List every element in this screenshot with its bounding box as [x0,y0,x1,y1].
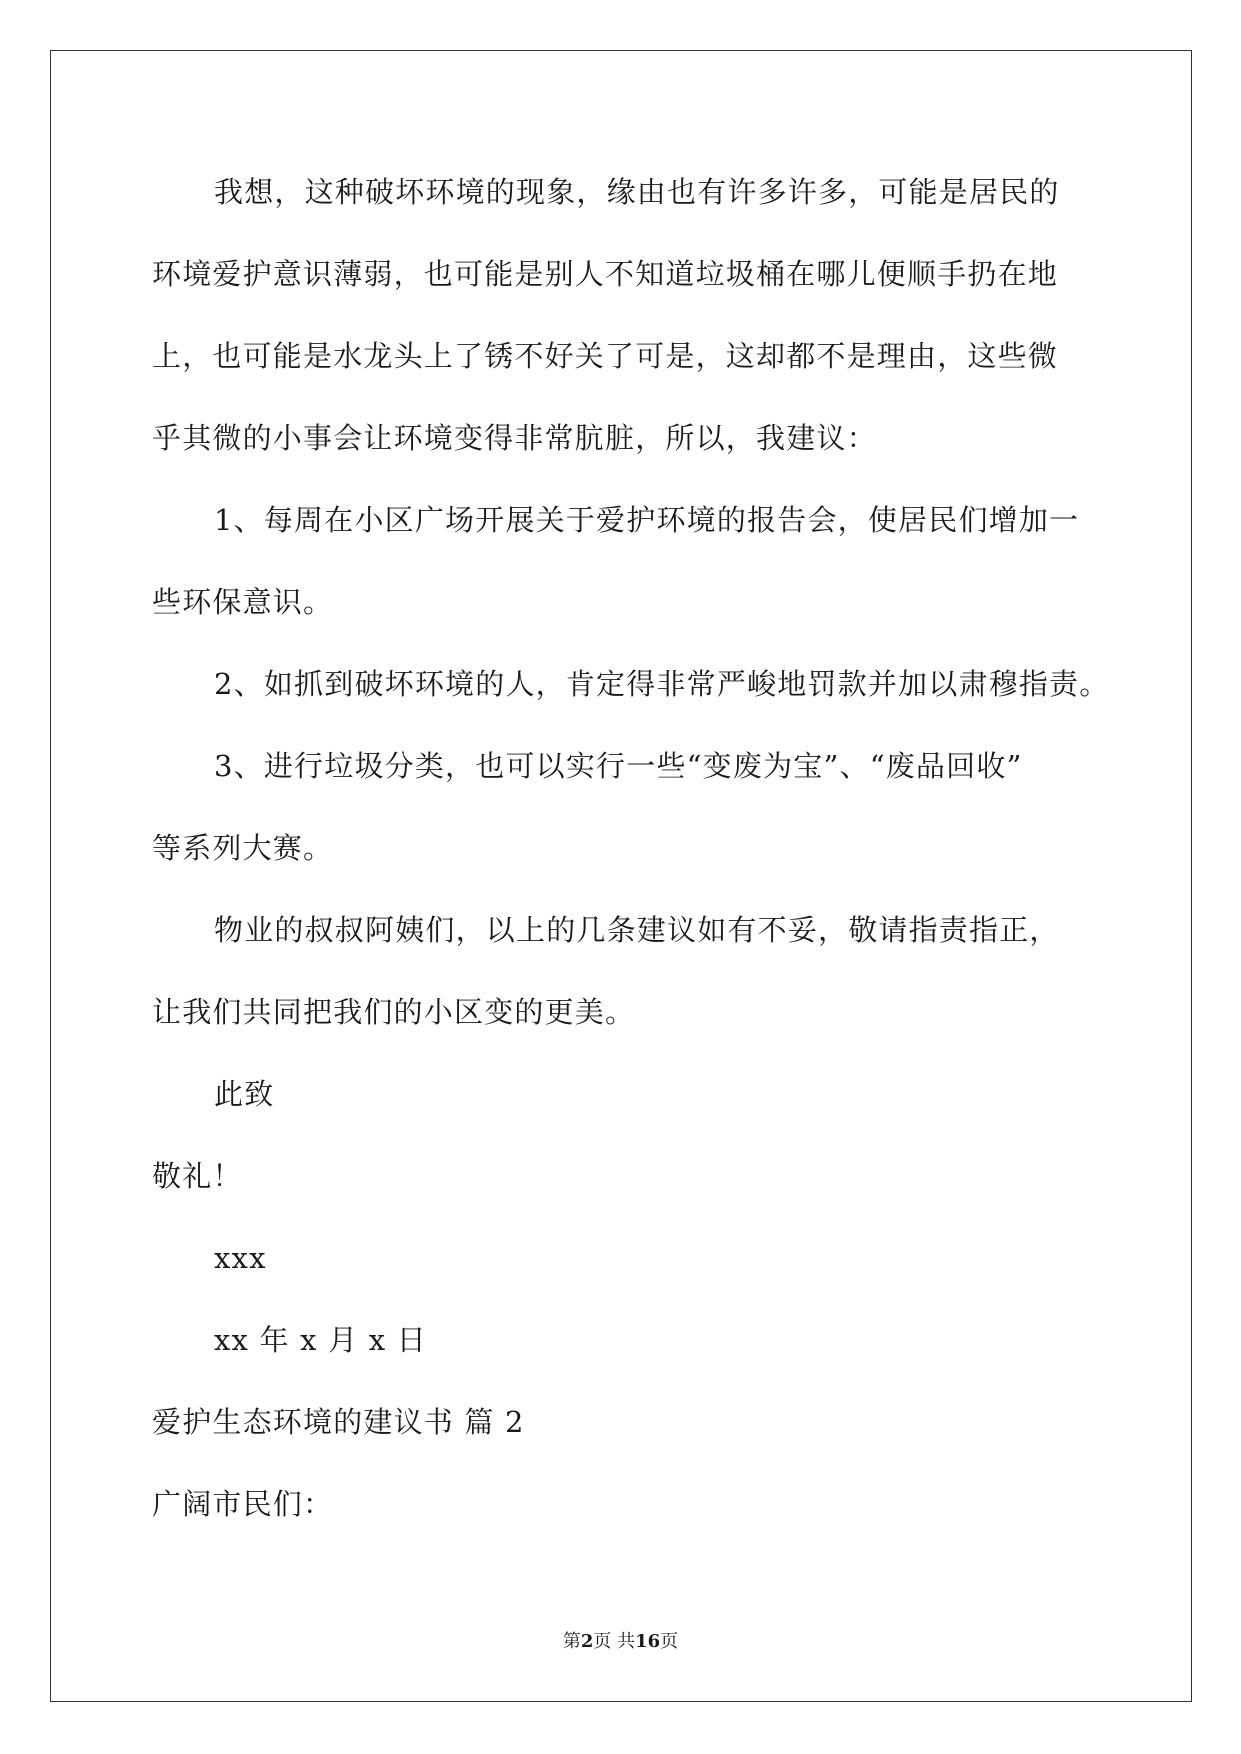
paragraph-line: 2、如抓到破坏环境的人，肯定得非常严峻地罚款并加以肃穆指责。 [214,667,1110,701]
signature-name: xxx [214,1241,267,1275]
paragraph-line: 让我们共同把我们的小区变的更美。 [152,995,636,1029]
page-suffix: 页 [660,1631,679,1652]
greeting: 广阔市民们： [152,1487,334,1521]
section-heading: 爱护生态环境的建议书 篇 2 [152,1405,525,1439]
paragraph-line: 我想，这种破坏环境的现象，缘由也有许多许多，可能是居民的 [214,175,1060,209]
closing-respect: 敬礼！ [152,1159,243,1193]
page-mid: 页 共 [593,1631,636,1652]
paragraph-line: 3、进行垃圾分类，也可以实行一些“变废为宝”、“废品回收” [214,749,1023,783]
paragraph-line: 等系列大赛。 [152,831,334,865]
page-footer [0,1630,1241,1654]
paragraph-line: 1、每周在小区广场开展关于爱护环境的报告会，使居民们增加一 [214,503,1080,537]
total-pages: 16 [635,1631,661,1652]
paragraph-line: 些环保意识。 [152,585,334,619]
paragraph-line: 乎其微的小事会让环境变得非常肮脏，所以，我建议： [152,421,877,455]
closing-salutation: 此致 [214,1077,275,1111]
paragraph-line: 物业的叔叔阿姨们，以上的几条建议如有不妥，敬请指责指正， [214,913,1060,947]
page-number: 2 [580,1631,594,1652]
page-border [50,50,1192,1702]
page-prefix: 第 [562,1631,581,1652]
paragraph-line: 环境爱护意识薄弱，也可能是别人不知道垃圾桶在哪儿便顺手扔在地 [152,257,1059,291]
paragraph-line: 上，也可能是水龙头上了锈不好关了可是，这却都不是理由，这些微 [152,339,1059,373]
signature-date: xx 年 x 月 x 日 [214,1323,427,1357]
